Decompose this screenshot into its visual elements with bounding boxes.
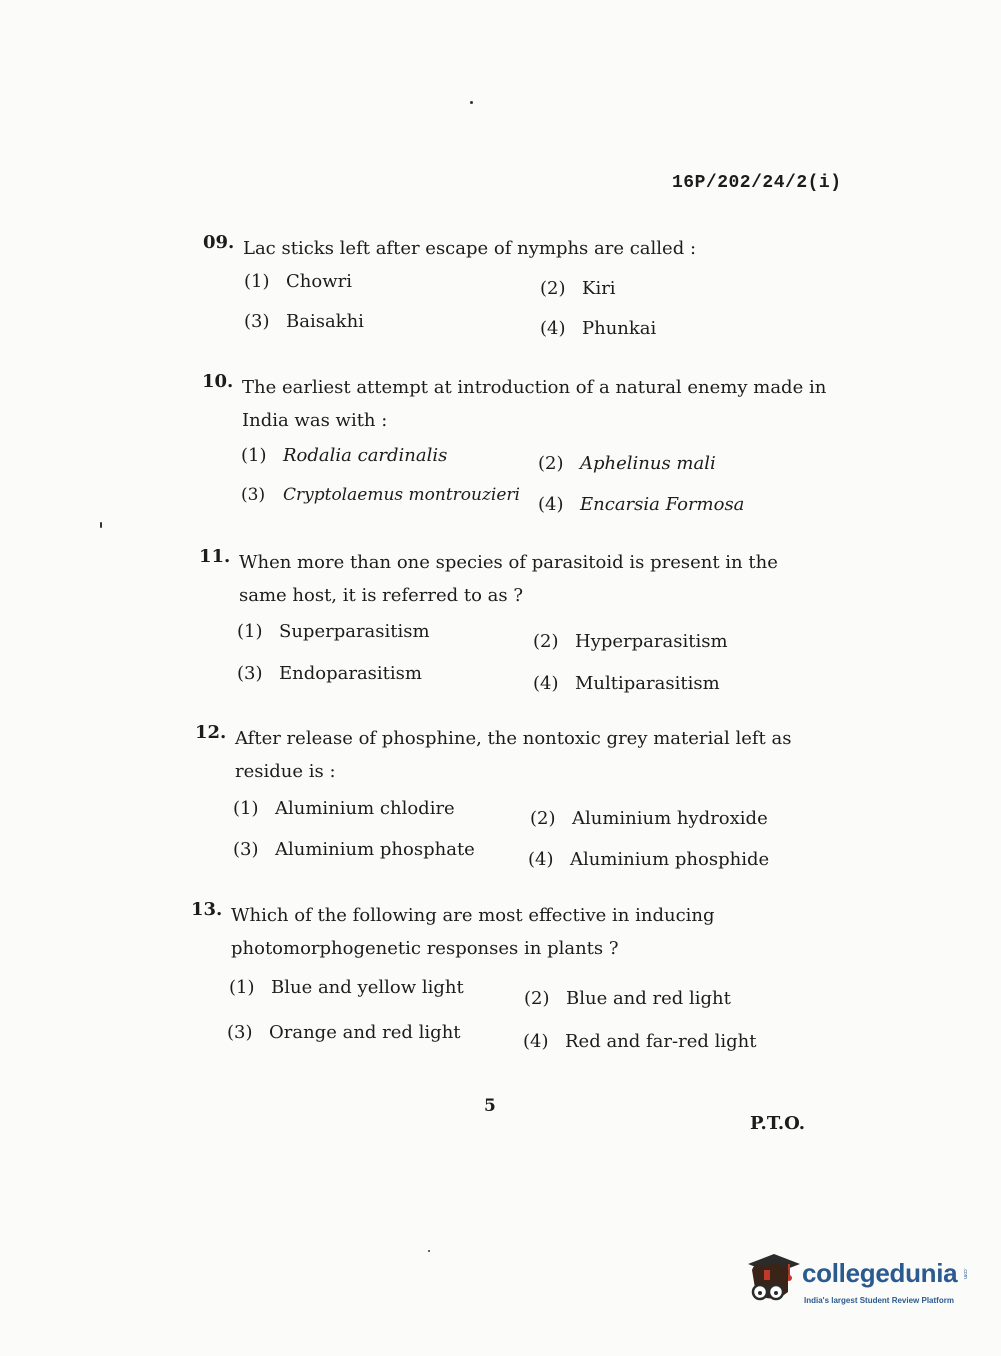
question-number: 10.	[202, 371, 234, 392]
option-2: (2) Aluminium hydroxide	[530, 808, 768, 829]
page-number: 5	[484, 1096, 496, 1116]
question-text: After release of phosphine, the nontoxic grey material left as residue is :	[235, 728, 792, 782]
please-turn-over: P.T.O.	[750, 1113, 806, 1134]
mascot-icon	[744, 1252, 802, 1310]
brand-suffix: .com	[962, 1268, 968, 1279]
question-number: 13.	[191, 899, 223, 920]
option-1: (1) Chowri	[244, 271, 352, 292]
option-3: (3) Baisakhi	[244, 311, 364, 332]
option-1: (1) Rodalia cardinalis	[241, 445, 448, 466]
question-number: 11.	[199, 546, 231, 567]
question-number: 12.	[195, 722, 227, 743]
option-4: (4) Multiparasitism	[533, 673, 720, 694]
question-text: When more than one species of parasitoid is present in the same host, it is referred to as ?	[239, 552, 778, 606]
scan-speck	[100, 522, 102, 528]
option-3: (3) Endoparasitism	[237, 663, 422, 684]
option-4: (4) Encarsia Formosa	[538, 494, 745, 515]
option-2: (2) Hyperparasitism	[533, 631, 728, 652]
option-1: (1) Aluminium chlodire	[233, 798, 455, 819]
option-1: (1) Superparasitism	[237, 621, 430, 642]
question-text: The earliest attempt at introduction of a natural enemy made in India was with :	[242, 377, 827, 431]
option-2: (2) Kiri	[540, 278, 616, 299]
scan-speck	[470, 101, 473, 104]
scan-speck	[428, 1250, 430, 1252]
option-2: (2) Aphelinus mali	[538, 453, 716, 474]
option-3: (3) Aluminium phosphate	[233, 839, 475, 860]
option-4: (4) Aluminium phosphide	[528, 849, 770, 870]
collegedunia-watermark	[744, 1252, 974, 1312]
option-3: (3) Cryptolaemus montrouzieri	[241, 485, 520, 505]
question-text: Which of the following are most effective in inducing photomorphogenetic responses in plants ?	[231, 905, 715, 959]
brand-tagline: India's largest Student Review Platform	[804, 1296, 954, 1305]
option-4: (4) Red and far-red light	[523, 1031, 757, 1052]
question-text: Lac sticks left after escape of nymphs are called :	[243, 238, 697, 259]
question-number: 09.	[203, 232, 235, 253]
option-1: (1) Blue and yellow light	[229, 977, 464, 998]
option-2: (2) Blue and red light	[524, 988, 731, 1009]
paper-code: 16P/202/24/2(i)	[672, 173, 842, 193]
option-3: (3) Orange and red light	[227, 1022, 461, 1043]
brand-name: collegedunia	[802, 1258, 958, 1288]
option-4: (4) Phunkai	[540, 318, 657, 339]
